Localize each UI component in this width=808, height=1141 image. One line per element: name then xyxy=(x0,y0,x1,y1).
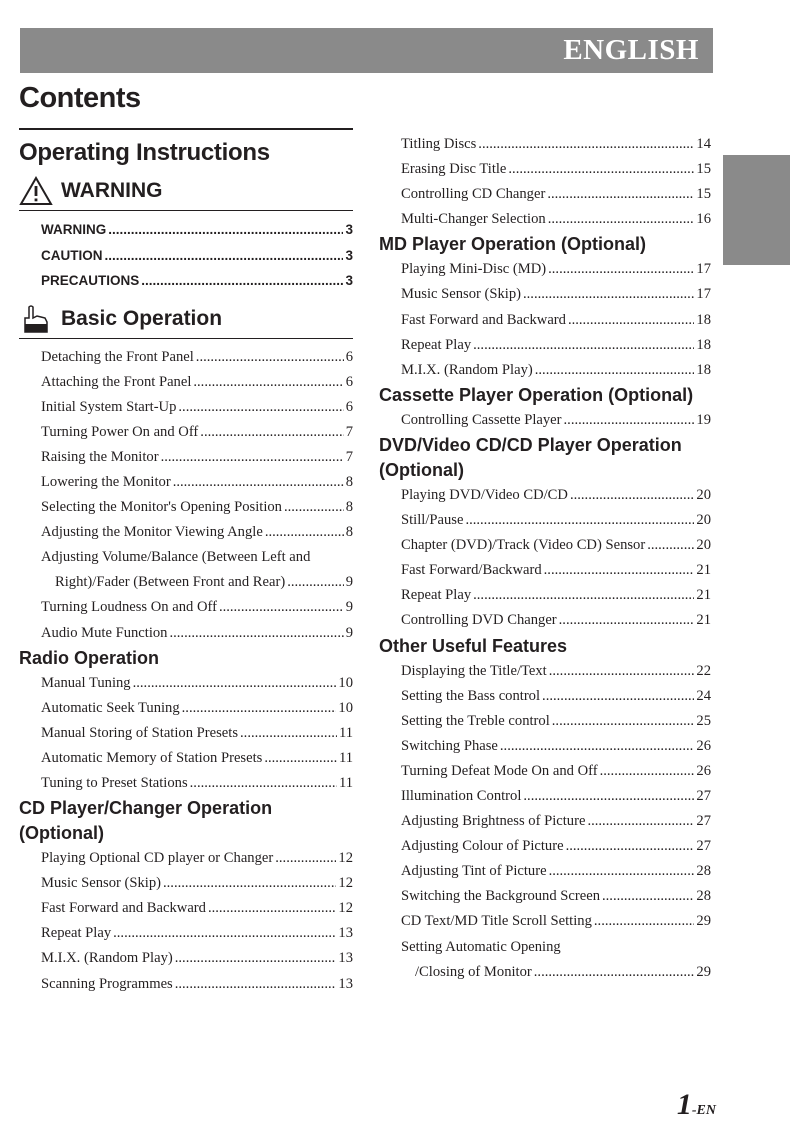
dot-leader xyxy=(534,960,695,985)
toc-entry-page: 7 xyxy=(345,423,353,440)
toc-entry-page: 16 xyxy=(696,211,711,228)
dot-leader xyxy=(564,408,695,433)
toc-entry-title: PRECAUTIONS xyxy=(41,273,140,288)
toc-entry-page: 29 xyxy=(696,963,711,980)
language-label: ENGLISH xyxy=(563,34,699,66)
toc-entry[interactable] xyxy=(379,734,711,759)
toc-entry-title: Controlling DVD Changer xyxy=(401,612,557,629)
dot-leader xyxy=(141,268,343,294)
toc-entry-title: Adjusting the Monitor Viewing Angle xyxy=(41,524,263,541)
dot-leader xyxy=(587,809,694,834)
toc-entry[interactable] xyxy=(379,282,711,307)
toc-entry-page: 26 xyxy=(696,762,711,779)
warning-heading xyxy=(19,172,353,211)
toc-entry-page: 12 xyxy=(338,850,353,867)
dot-leader xyxy=(265,520,344,545)
toc-entry[interactable] xyxy=(379,358,711,383)
basic-operation-heading xyxy=(19,300,353,339)
toc-entry-page: 25 xyxy=(696,712,711,729)
dot-leader xyxy=(549,859,695,884)
dot-leader xyxy=(600,759,695,784)
toc-entry[interactable] xyxy=(19,420,353,445)
toc-entry-title: Lowering the Monitor xyxy=(41,473,171,490)
dot-leader xyxy=(169,621,343,646)
dot-leader xyxy=(500,734,695,759)
toc-entry-title: Adjusting Tint of Picture xyxy=(401,863,547,880)
toc-entry[interactable] xyxy=(19,243,353,269)
toc-entry[interactable] xyxy=(379,709,711,734)
toc-entry-continuation[interactable] xyxy=(19,570,353,595)
toc-entry-page: 26 xyxy=(696,737,711,754)
dot-leader xyxy=(182,696,337,721)
dot-leader xyxy=(465,508,694,533)
toc-entry[interactable] xyxy=(19,495,353,520)
toc-entry-page: 13 xyxy=(338,950,353,967)
toc-entry[interactable] xyxy=(379,759,711,784)
dot-leader xyxy=(175,972,337,997)
radio-operation-entries xyxy=(19,671,353,796)
dot-leader xyxy=(178,395,343,420)
toc-entry-page: 11 xyxy=(338,749,353,766)
toc-entry-title: Repeat Play xyxy=(401,336,472,353)
toc-entry-title: Selecting the Monitor's Opening Position xyxy=(41,499,282,516)
toc-entry-title: Controlling Cassette Player xyxy=(401,411,562,428)
dot-leader xyxy=(208,896,336,921)
warning-heading-label: WARNING xyxy=(61,179,163,202)
toc-entry-page: 21 xyxy=(696,562,711,579)
dot-leader xyxy=(190,771,337,796)
toc-entry-title: Playing Optional CD player or Changer xyxy=(41,850,274,867)
md-operation-entries xyxy=(379,257,711,382)
toc-entry[interactable] xyxy=(19,545,353,570)
dot-leader xyxy=(535,358,695,383)
toc-entry-title: Controlling CD Changer xyxy=(401,186,546,203)
toc-entry[interactable] xyxy=(19,921,353,946)
cd-changer-entries xyxy=(19,846,353,997)
toc-entry[interactable] xyxy=(19,972,353,997)
dot-leader xyxy=(552,709,695,734)
toc-entry-title: Repeat Play xyxy=(401,587,472,604)
toc-entry-page: 29 xyxy=(696,913,711,930)
toc-entry-page: 17 xyxy=(696,286,711,303)
dot-leader xyxy=(196,345,344,370)
toc-entry-title: Audio Mute Function xyxy=(41,624,168,641)
radio-operation-heading: Radio Operation xyxy=(19,647,160,668)
toc-entry[interactable] xyxy=(19,370,353,395)
dot-leader xyxy=(264,746,337,771)
toc-entry-title: Fast Forward and Backward xyxy=(41,900,206,917)
toc-entry-page: 21 xyxy=(696,612,711,629)
toc-entry-title: Detaching the Front Panel xyxy=(41,348,194,365)
divider xyxy=(19,128,353,130)
toc-entry-page: 18 xyxy=(696,336,711,353)
toc-entry-continuation[interactable] xyxy=(379,960,711,985)
dot-leader xyxy=(566,834,695,859)
toc-entry-title: Playing Mini-Disc (MD) xyxy=(401,261,547,278)
toc-entry-page: 28 xyxy=(696,888,711,905)
toc-entry-page: 21 xyxy=(696,587,711,604)
dot-leader xyxy=(542,684,694,709)
dvd-operation-entries xyxy=(379,483,711,634)
toc-entry[interactable] xyxy=(19,746,353,771)
toc-entry-title: Setting the Bass control xyxy=(401,687,541,704)
cd-changer-operation-heading xyxy=(19,796,353,846)
toc-entry-page: 6 xyxy=(345,373,353,390)
toc-entry[interactable] xyxy=(19,595,353,620)
toc-entry-page: 15 xyxy=(696,186,711,203)
toc-entry-page: 15 xyxy=(696,161,711,178)
toc-entry-title: Automatic Seek Tuning xyxy=(41,699,180,716)
cassette-operation-heading: Cassette Player Operation (Optional) xyxy=(379,384,694,405)
toc-entry-title: M.I.X. (Random Play) xyxy=(401,361,533,378)
basic-operation-heading-label: Basic Operation xyxy=(61,306,223,330)
toc-entry[interactable] xyxy=(379,684,711,709)
toc-entry[interactable] xyxy=(379,909,711,934)
toc-entry-page: 18 xyxy=(696,361,711,378)
other-features-heading: Other Useful Features xyxy=(379,635,568,656)
dot-leader xyxy=(544,558,695,583)
page-number-suffix: -EN xyxy=(691,1103,716,1118)
warning-entries xyxy=(19,217,353,294)
toc-entry[interactable] xyxy=(379,608,711,633)
toc-entry[interactable] xyxy=(379,157,711,182)
dot-leader xyxy=(647,533,694,558)
dot-leader xyxy=(570,483,694,508)
toc-entry[interactable] xyxy=(379,257,711,282)
other-features-entries xyxy=(379,659,711,985)
toc-entry-title: Playing DVD/Video CD/CD xyxy=(401,486,568,503)
toc-entry-title: Illumination Control xyxy=(401,787,522,804)
dot-leader xyxy=(523,784,694,809)
toc-entry-title: Initial System Start-Up xyxy=(41,398,177,415)
toc-entry-title: Chapter (DVD)/Track (Video CD) Sensor xyxy=(401,537,646,554)
toc-entry[interactable] xyxy=(379,834,711,859)
toc-entry-page: 13 xyxy=(338,925,353,942)
heading-line: CD Player/Changer Operation xyxy=(19,798,273,819)
cassette-operation-entries xyxy=(379,408,711,433)
toc-entry-page: 20 xyxy=(696,486,711,503)
toc-entry[interactable] xyxy=(379,859,711,884)
dot-leader xyxy=(240,721,337,746)
dot-leader xyxy=(559,608,695,633)
toc-entry-page: 11 xyxy=(338,724,353,741)
toc-entry-title: Raising the Monitor xyxy=(41,448,159,465)
toc-entry[interactable] xyxy=(379,207,711,232)
toc-entry-page: 20 xyxy=(696,537,711,554)
dot-leader xyxy=(473,333,694,358)
toc-entry-page: 27 xyxy=(696,813,711,830)
toc-entry-title: Music Sensor (Skip) xyxy=(41,875,161,892)
toc-entry-title: Fast Forward/Backward xyxy=(401,562,542,579)
dot-leader xyxy=(478,132,694,157)
dot-leader xyxy=(173,470,344,495)
toc-entry[interactable] xyxy=(379,333,711,358)
toc-entry-page: 9 xyxy=(345,599,353,616)
toc-entry-page: 14 xyxy=(696,136,711,152)
toc-entry[interactable] xyxy=(19,621,353,646)
toc-entry[interactable] xyxy=(379,483,711,508)
toc-entry[interactable] xyxy=(19,946,353,971)
toc-entry-title: Adjusting Brightness of Picture xyxy=(401,813,586,830)
toc-entry[interactable] xyxy=(19,470,353,495)
toc-entry-page: 11 xyxy=(338,775,353,791)
heading-line: (Optional) xyxy=(19,823,104,844)
toc-entry-title: Manual Tuning xyxy=(41,674,131,691)
toc-entry-title: Displaying the Title/Text xyxy=(401,662,547,679)
toc-entry[interactable] xyxy=(19,445,353,470)
toc-entry[interactable] xyxy=(379,884,711,909)
hand-pointer-icon xyxy=(19,304,53,334)
toc-entry[interactable] xyxy=(19,217,353,243)
cd-changer-continued-entries xyxy=(379,132,711,232)
toc-entry-page: 6 xyxy=(345,398,353,415)
toc-entry[interactable] xyxy=(379,935,711,960)
heading-line: DVD/Video CD/CD Player Operation xyxy=(379,434,682,455)
toc-entry-page: 20 xyxy=(696,512,711,529)
md-operation-heading: MD Player Operation (Optional) xyxy=(379,234,647,255)
toc-entry-title: Turning Loudness On and Off xyxy=(41,599,217,616)
dot-leader xyxy=(105,243,344,269)
toc-entry-page: 9 xyxy=(345,574,353,591)
toc-entry[interactable] xyxy=(379,784,711,809)
toc-entry-title: Turning Defeat Mode On and Off xyxy=(401,762,598,779)
toc-entry[interactable] xyxy=(379,659,711,684)
toc-entry-page: 3 xyxy=(345,247,353,263)
toc-entry-page: 3 xyxy=(345,222,353,237)
heading-line: (Optional) xyxy=(379,459,464,480)
toc-entry[interactable] xyxy=(19,520,353,545)
dot-leader xyxy=(547,182,694,207)
toc-entry[interactable] xyxy=(19,395,353,420)
toc-entry-title: Titling Discs xyxy=(401,136,477,152)
dot-leader xyxy=(508,157,694,182)
toc-entry[interactable] xyxy=(379,308,711,333)
dvd-operation-heading xyxy=(379,433,711,483)
toc-entry[interactable] xyxy=(379,132,711,157)
dot-leader xyxy=(200,420,343,445)
toc-entry-title: Fast Forward and Backward xyxy=(401,311,566,328)
toc-entry-page: 27 xyxy=(696,787,711,804)
toc-entry[interactable] xyxy=(19,846,353,871)
toc-entry-page: 10 xyxy=(338,699,353,716)
toc-entry-title: Erasing Disc Title xyxy=(401,161,507,178)
toc-entry-title: Setting Automatic Opening xyxy=(401,938,561,955)
toc-left-column xyxy=(19,128,353,997)
toc-entry-page: 3 xyxy=(345,273,353,288)
page-number xyxy=(677,1088,716,1122)
toc-entry-title: Manual Storing of Station Presets xyxy=(41,724,239,741)
side-tab-marker xyxy=(723,155,790,265)
dot-leader xyxy=(523,282,694,307)
toc-entry-title: Turning Power On and Off xyxy=(41,423,199,440)
dot-leader xyxy=(175,946,337,971)
section-title-operating-instructions: Operating Instructions xyxy=(19,139,270,166)
toc-entry[interactable] xyxy=(379,533,711,558)
toc-entry[interactable] xyxy=(19,268,353,294)
dot-leader xyxy=(193,370,343,395)
toc-entry-page: 17 xyxy=(696,261,711,278)
toc-entry-page: 7 xyxy=(345,448,353,465)
toc-entry-title: WARNING xyxy=(41,222,107,237)
toc-entry-title: CD Text/MD Title Scroll Setting xyxy=(401,913,592,930)
toc-entry-page: 12 xyxy=(338,875,353,892)
toc-entry[interactable] xyxy=(19,721,353,746)
dot-leader xyxy=(275,846,336,871)
toc-entry-title: Attaching the Front Panel xyxy=(41,373,192,390)
toc-entry-page: 10 xyxy=(338,674,353,691)
toc-entry-page: 13 xyxy=(338,975,353,992)
toc-entry[interactable] xyxy=(379,508,711,533)
dot-leader xyxy=(108,217,343,243)
dot-leader xyxy=(594,909,695,934)
toc-entry-title: /Closing of Monitor xyxy=(415,963,532,980)
dot-leader xyxy=(113,921,336,946)
toc-entry[interactable] xyxy=(19,696,353,721)
toc-entry-title: Adjusting Colour of Picture xyxy=(401,838,564,855)
dot-leader xyxy=(284,495,344,520)
dot-leader xyxy=(161,445,344,470)
toc-entry-title: Switching Phase xyxy=(401,737,498,754)
toc-entry-title: Automatic Memory of Station Presets xyxy=(41,749,263,766)
toc-entry[interactable] xyxy=(379,558,711,583)
dot-leader xyxy=(568,308,694,333)
toc-entry-page: 8 xyxy=(345,524,353,541)
dot-leader xyxy=(548,257,694,282)
dot-leader xyxy=(163,871,336,896)
toc-entry-title: Scanning Programmes xyxy=(41,975,173,992)
dot-leader xyxy=(219,595,344,620)
toc-entry-title: Right)/Fader (Between Front and Rear) xyxy=(55,574,286,591)
toc-entry-page: 22 xyxy=(696,662,711,679)
toc-entry-title: Still/Pause xyxy=(401,512,464,529)
toc-entry-page: 12 xyxy=(338,900,353,917)
language-banner xyxy=(20,28,713,73)
toc-entry[interactable] xyxy=(19,871,353,896)
toc-entry-title: Setting the Treble control xyxy=(401,712,550,729)
dot-leader xyxy=(287,570,344,595)
toc-entry[interactable] xyxy=(379,583,711,608)
toc-entry-page: 8 xyxy=(345,499,353,516)
toc-entry[interactable] xyxy=(19,671,353,696)
toc-entry[interactable] xyxy=(19,345,353,370)
page-number-value: 1 xyxy=(676,1088,692,1121)
toc-entry-page: 9 xyxy=(345,624,353,641)
toc-entry-page: 18 xyxy=(696,311,711,328)
toc-entry-page: 27 xyxy=(696,838,711,855)
page-title: Contents xyxy=(19,82,141,114)
warning-triangle-icon xyxy=(19,176,53,206)
toc-entry-title: Adjusting Volume/Balance (Between Left and xyxy=(41,549,311,566)
toc-entry-page: 19 xyxy=(696,411,711,428)
toc-entry[interactable] xyxy=(19,896,353,921)
toc-entry-title: Repeat Play xyxy=(41,925,112,942)
toc-entry[interactable] xyxy=(19,771,353,796)
toc-entry-page: 6 xyxy=(345,348,353,365)
toc-right-column xyxy=(379,132,711,985)
toc-entry-title: Switching the Background Screen xyxy=(401,888,600,905)
toc-entry-page: 24 xyxy=(696,687,711,704)
toc-entry-page: 28 xyxy=(696,863,711,880)
toc-entry[interactable] xyxy=(379,408,711,433)
dot-leader xyxy=(602,884,694,909)
dot-leader xyxy=(549,659,695,684)
dot-leader xyxy=(133,671,337,696)
toc-entry-title: Tuning to Preset Stations xyxy=(41,775,188,791)
toc-entry-title: Music Sensor (Skip) xyxy=(401,286,521,303)
dot-leader xyxy=(548,207,695,232)
toc-entry[interactable] xyxy=(379,809,711,834)
toc-entry-title: Multi-Changer Selection xyxy=(401,211,546,228)
toc-entry-title: M.I.X. (Random Play) xyxy=(41,950,173,967)
toc-entry-title: CAUTION xyxy=(41,247,103,263)
basic-operation-entries xyxy=(19,345,353,646)
toc-entry-page: 8 xyxy=(345,473,353,490)
dot-leader xyxy=(473,583,694,608)
toc-entry[interactable] xyxy=(379,182,711,207)
